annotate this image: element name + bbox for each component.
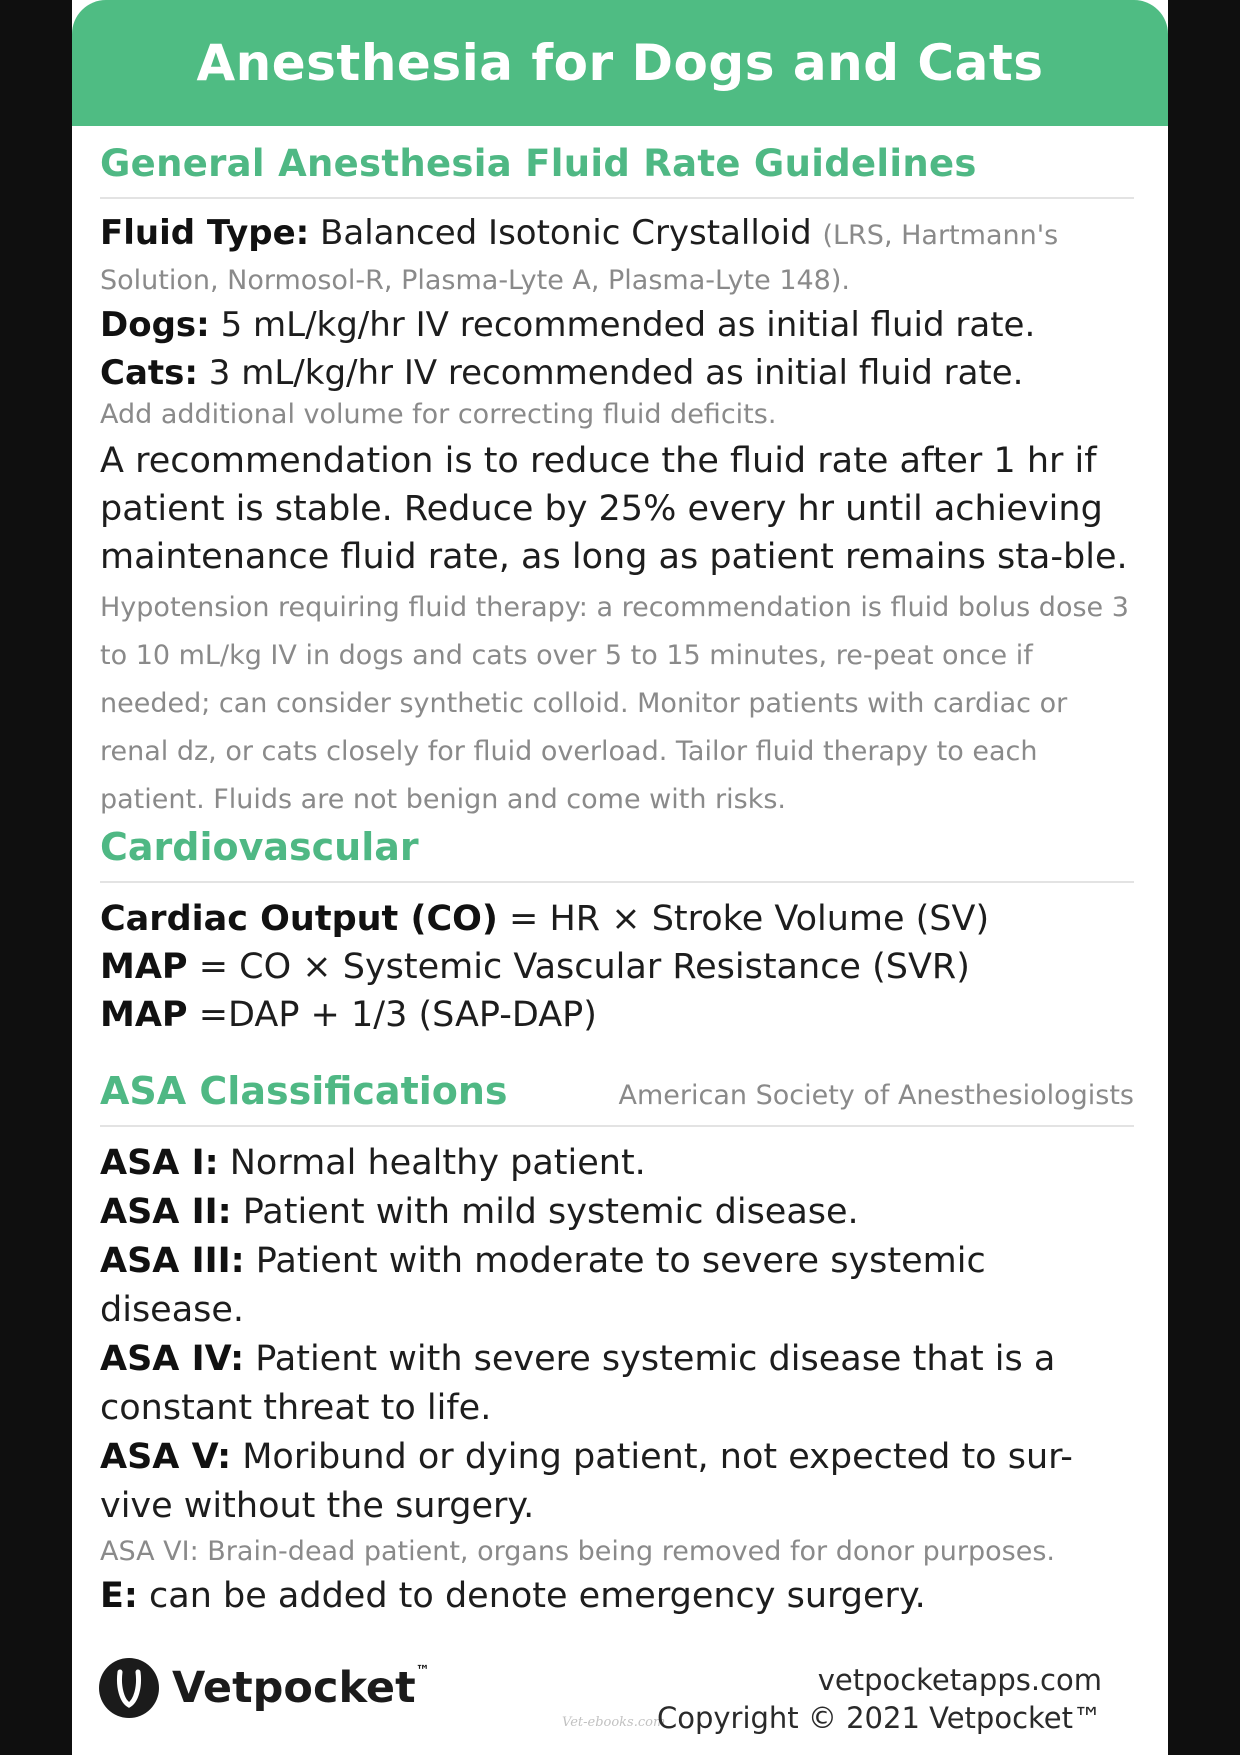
reference-card <box>72 0 1168 1755</box>
vetpocket-logo-icon <box>98 1657 160 1719</box>
brand-text: Vetpocket <box>172 1663 416 1713</box>
map2-value: =DAP + 1/3 (SAP-DAP) <box>198 995 597 1035</box>
divider <box>100 881 1134 883</box>
background-left-edge <box>0 0 72 1755</box>
emergency-text: can be added to denote emergency surgery. <box>149 1576 926 1616</box>
map-formula-1 <box>100 943 1140 991</box>
asa-item <box>100 1188 1140 1237</box>
asa-item-text: Moribund or dying patient, not expected to sur-vive without the surgery. <box>100 1437 1073 1526</box>
cats-value: 3 mL/kg/hr IV recommended as initial fluid rate. <box>208 353 1024 393</box>
copyright-text: Copyright © 2021 Vetpocket™ <box>656 1701 1102 1735</box>
asa-item-text: Patient with severe systemic disease that is a constant threat to life. <box>100 1339 1056 1428</box>
fluid-type-label: Fluid Type: <box>100 213 310 253</box>
cardio-section-title: Cardiovascular <box>100 825 419 869</box>
page-title: Anesthesia for Dogs and Cats <box>196 34 1044 92</box>
brand-tm: ™ <box>415 1663 430 1679</box>
cats-dose-row <box>100 349 1140 397</box>
card-header <box>72 0 1168 126</box>
dogs-label: Dogs: <box>100 305 210 345</box>
asa-item <box>100 1237 1140 1335</box>
fluid-type-value: Balanced Isotonic Crystalloid <box>320 213 812 253</box>
asa-item-text: Normal healthy patient. <box>229 1143 646 1183</box>
recommendation-text: A recommendation is to reduce the fluid rate after 1 hr if patient is stable. Reduce by 25% every hr until achieving maintenance fluid rate, as long as patient remains sta-ble. <box>100 441 1128 577</box>
asa-item-label: ASA III: <box>100 1241 245 1281</box>
cardiac-output-formula <box>100 895 1140 943</box>
asa-section-subtitle: American Society of Anesthesiologists <box>618 1080 1134 1111</box>
map1-label: MAP <box>100 947 188 987</box>
asa-item <box>100 1433 1140 1531</box>
dogs-dose-row <box>100 301 1140 349</box>
asa-vi-note: ASA VI: Brain-dead patient, organs being removed for donor purposes. <box>100 1536 1056 1567</box>
divider <box>100 1125 1134 1127</box>
emergency-note <box>100 1572 1140 1621</box>
cats-label: Cats: <box>100 353 198 393</box>
map1-value: = CO × Systemic Vascular Resistance (SVR) <box>198 947 970 987</box>
deficit-note: Add additional volume for correcting fluid deficits. <box>100 399 777 430</box>
asa-item <box>100 1335 1140 1433</box>
asa-item-label: ASA V: <box>100 1437 232 1477</box>
asa-section-header <box>100 1069 1134 1113</box>
asa-item-label: ASA I: <box>100 1143 219 1183</box>
emergency-label: E: <box>100 1576 138 1616</box>
fluid-type-row <box>100 211 1140 301</box>
watermark: Vet-ebooks.com <box>562 1715 666 1730</box>
website-link[interactable]: vetpocketapps.com <box>817 1663 1102 1697</box>
map-formula-2 <box>100 991 1140 1039</box>
brand-name <box>172 1663 430 1713</box>
asa-item <box>100 1139 1140 1188</box>
asa-item-label: ASA IV: <box>100 1339 245 1379</box>
fluid-recommendation <box>100 437 1140 821</box>
divider <box>100 197 1134 199</box>
fluid-section-title: General Anesthesia Fluid Rate Guidelines <box>100 142 977 185</box>
asa-section-title: ASA Classifications <box>100 1069 508 1113</box>
asa-item-text: Patient with moderate to severe systemic disease. <box>100 1241 986 1330</box>
brand-logo <box>98 1657 430 1719</box>
dogs-value: 5 mL/kg/hr IV recommended as initial fluid rate. <box>220 305 1036 345</box>
asa-list <box>100 1139 1140 1621</box>
background-right-edge <box>1168 0 1240 1755</box>
asa-item-text: Patient with mild systemic disease. <box>242 1192 859 1232</box>
hypotension-note: Hypotension requiring fluid therapy: a recommendation is fluid bolus dose 3 to 10 mL/kg IV in dogs and cats over 5 to 15 minutes, re-peat once if needed; can consider synthetic colloid. Monitor patients with cardiac or renal dz, or cats closely for fluid overload. Tailor fluid therapy to each patient. Fluids are not benign and come with risks. <box>100 592 1129 815</box>
fluid-type-examples: (LRS, Hartmann's Solution, Normosol-R, Plasma-Lyte A, Plasma-Lyte 148). <box>100 220 1059 296</box>
map2-label: MAP <box>100 995 188 1035</box>
co-value: = HR × Stroke Volume (SV) <box>509 899 990 939</box>
co-label: Cardiac Output (CO) <box>100 899 498 939</box>
card-content <box>100 126 1140 1621</box>
footer-credits <box>657 1661 1102 1737</box>
card-footer <box>72 1625 1168 1755</box>
asa-item-label: ASA II: <box>100 1192 232 1232</box>
